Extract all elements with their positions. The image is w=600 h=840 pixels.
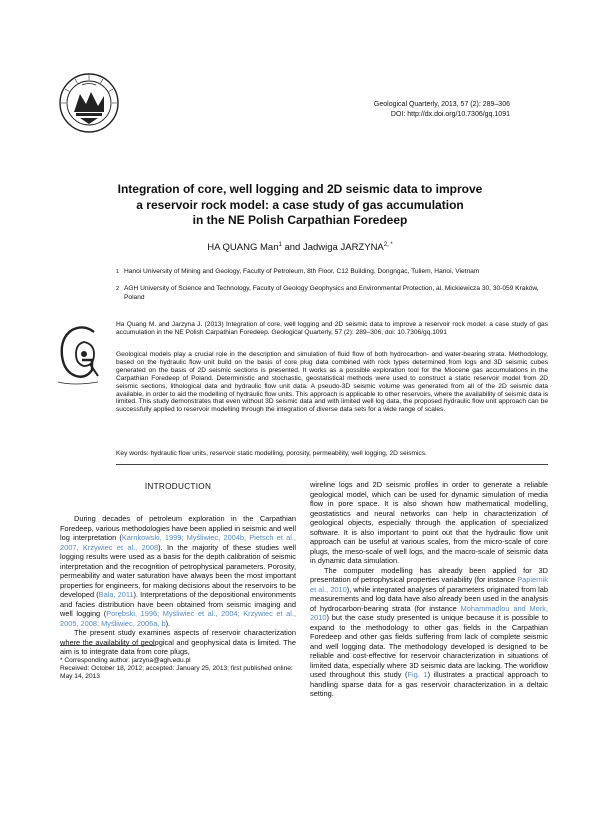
section-heading: INTRODUCTION (144, 482, 212, 491)
footnote (60, 657, 296, 682)
gq-monogram (54, 322, 106, 392)
reference-link[interactable]: Porębski, 1996; Myśliwiec et al., 2004; Krzywiec et al., 2005, 2008; Myśliwiec, 2006a, b (60, 609, 296, 628)
author-list (90, 242, 510, 253)
journal-logo (58, 72, 120, 134)
author-connector: and (281, 242, 303, 253)
text-run: ) but the case study presented is unique because it is possible to expand to the methodology to other gas fields in the Carpathian Foredeep and other gas fields suffering from lack of complete seismic and well logging data. The methodology developed is designed to be reliable and cost-effective for reservoir characterization in situations of limited data, especially where 3D seismic data are lacking. The workflow used throughout this study ( (310, 613, 548, 679)
publication-dates: Received: October 18, 2012; accepted: January 25, 2013; first published online: May 14, 2013 (60, 665, 293, 681)
right-column (310, 480, 548, 699)
intro-paragraph-2: The present study examines aspects of reservoir characterization where the availability of geological and geophysical data is limited. The aim is to integrate data from core plugs, (60, 628, 296, 656)
affiliation-number: 1 (116, 269, 120, 275)
figure-link[interactable]: Fig. 1 (407, 670, 428, 679)
affiliation-text: Hanoi University of Mining and Geology, Faculty of Petroleum, 8th Floor, C12 Building, Dongngac, Tuliem, Hanoi, Vietnam (124, 268, 480, 275)
text-run: ). In the majority of these studies well logging results were used as a basis for the depth calibration of seismic interpretation and the recognition of petrophysical parameters. Porosity, permeability and water saturation have always been the most important properties for engineers, for making decisions about the reservoirs to be developed ( (60, 542, 296, 599)
gq-logo-icon (54, 322, 106, 392)
affiliation-2 (116, 285, 546, 302)
title-line-3: in the NE Polish Carpathian Foredeep (192, 213, 408, 227)
affiliation-text: AGH University of Science and Technology, Faculty of Geology Geophysics and Environmental Protection, al. Mickiewicza 30, 30-059 Kraków, Poland (124, 285, 539, 301)
reference-link[interactable]: Bala, 2011 (98, 590, 134, 599)
footnote-divider (60, 645, 156, 646)
seal-icon (58, 72, 120, 134)
text-run: During decades of petroleum exploration in the Carpathian Foredeep, various methodologies have been applied in seismic and well log interpretation ( (60, 514, 296, 542)
journal-citation-line: Geological Quarterly, 2013, 57 (2): 289–306 (373, 101, 510, 108)
affiliation-number: 2 (116, 286, 120, 292)
reference-link[interactable]: Mohammadlou and Mork, 2010 (310, 603, 548, 622)
reference-link[interactable]: Papiernik et al., 2010 (310, 575, 548, 594)
author-1: HA QUANG Man (207, 242, 279, 253)
text-run: ), while integrated analyses of parameters originated from lab measurements and log data have also already been used in the analysis of hydrocarbon-bearing strata (for instance (310, 584, 548, 613)
left-column (60, 514, 296, 657)
keywords (116, 450, 548, 458)
author-2-affil: 2, * (383, 241, 393, 248)
intro-paragraph-1 (60, 514, 296, 628)
author-2: Jadwiga JARZYNA (302, 242, 384, 253)
abstract: Geological models play a crucial role in the description and simulation of fluid flow of both hydrocarbon- and water-bearing strata. Methodology, based on the hydraulic flow unit build on the basis of core plug data combined with rock types determined from logs and 3D seismic cubes generated on the basis of 2D seismic sections is presented. It works as a possible exploration tool for the Miocene gas accumulations in the Carpathian Foredeep of Poland. Deterministic and stochastic, geostatistical methods were used to construct a static reservoir model from 2D seismic sections, lithological data and hydraulic flow unit data. A pseudo-3D seismic volume was generated from all of the 2D seismic data available, in order to aid the modelling of hydraulic flow units. This approach is applicable to other reservoirs, where the availability of seismic data is limited. This study demonstrates that even without 3D seismic data and with limited well log data, the proposed hydraulic flow unit approach can be successfully applied to reservoir modelling through the integration of diverse data sets for a wide range of scales. (116, 351, 548, 414)
title-line-1: Integration of core, well logging and 2D seismic data to improve (117, 182, 483, 196)
title-line-2: a reservoir rock model: a case study of gas accumulation (136, 197, 464, 212)
affiliation-1 (116, 268, 546, 277)
text-run: ). (165, 618, 171, 628)
author-1-affil: 1 (278, 241, 282, 248)
journal-header (210, 100, 510, 120)
text-run: ). Interpretations of the depositional environments and facies distribution have been obtained from seismic imaging and well logging ( (60, 590, 297, 618)
intro-paragraph-4 (310, 566, 548, 699)
keywords-text: hydraulic flow units, reservoir static modelling, porosity, permeability, well logging, 2D seismics. (148, 450, 427, 457)
paper-title (90, 182, 510, 229)
text-run: ) illustrates a practical approach to handling sparse data for a gas reservoir characterization in a deltaic setting. (310, 670, 549, 698)
doi-line: DOI: http://dx.doi.org/10.7306/gq.1091 (390, 111, 510, 118)
intro-paragraph-3: wireline logs and 2D seismic profiles in order to generate a reliable geological model, which can be used for dynamic simulation of media flow in pore space. It is also shown how mathematical modelling, geostatistics and neural networks can help in characterization of geological objects, especially through the application of specialized software. It is also important to point out that the hydraulic flow unit approach can be useful at various scales, from the micro-scale of core plugs, the meso-scale of well logs, and the macro-scale of seismic data in dynamic data simulation. (310, 480, 548, 565)
corresponding-author: * Corresponding author: jarzyna@agh.edu.pl (60, 657, 191, 664)
text-run: The computer modelling has already been applied for 3D presentation of petrophysical properties variability (for instance (310, 565, 548, 584)
keywords-label: Key words: (116, 450, 149, 457)
abstract-divider (116, 464, 548, 465)
citation-block: Ha Quang M. and Jarzyna J. (2013) Integration of core, well logging and 2D seismic data to improve a reservoir rock model: a case study of gas accumulation in the NE Polish Carpathian Foredeep. Geological Quarterly, 57 (2): 289–306, doi: 10.7306/gq.1091 (116, 321, 548, 337)
reference-link[interactable]: Karnkowski, 1999; Myśliwiec, 2004b, Pietsch et al., 2007, Krzywiec et al., 2008 (60, 533, 296, 552)
